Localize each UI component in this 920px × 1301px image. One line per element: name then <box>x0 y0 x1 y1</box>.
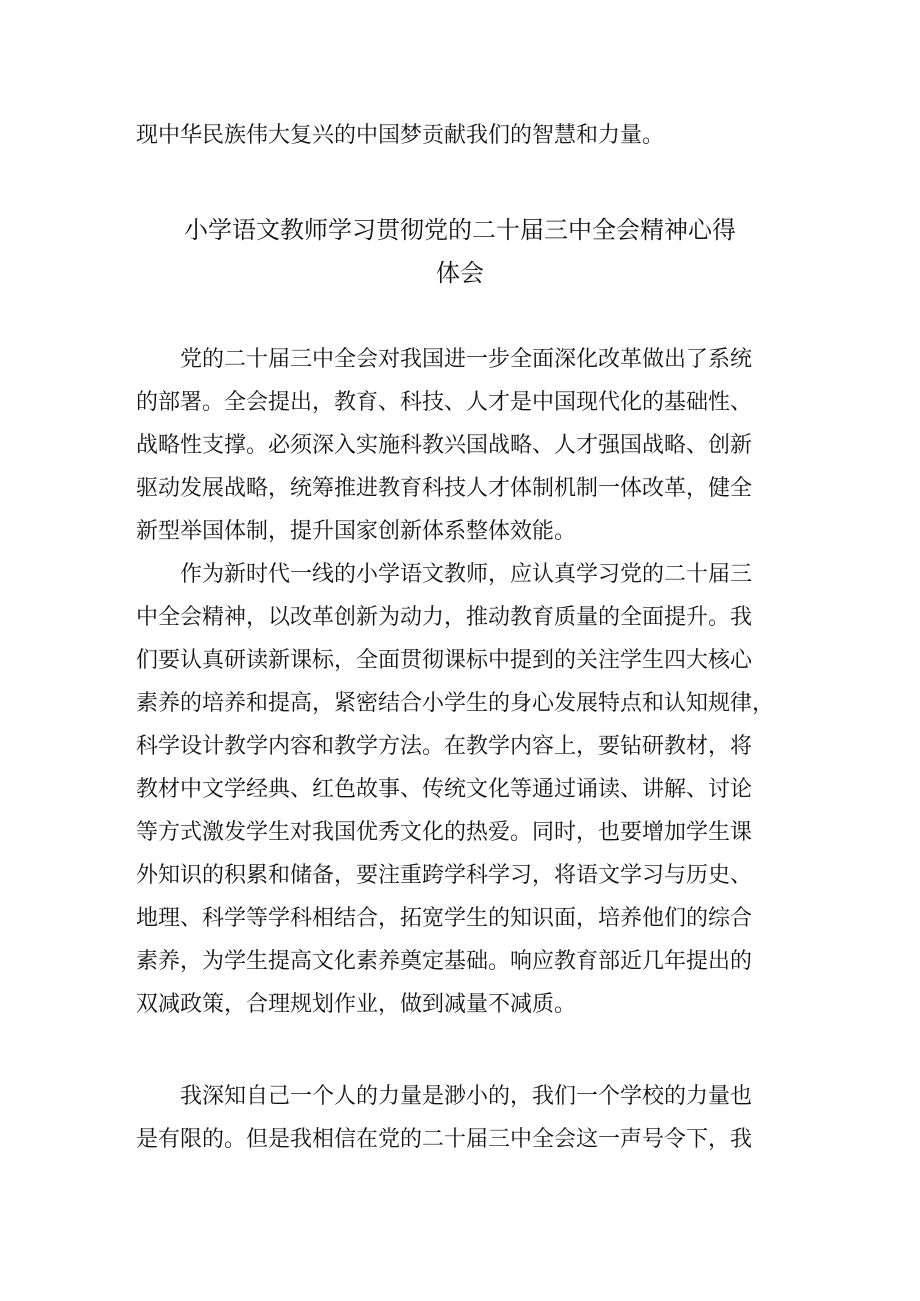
document-title-line-2: 体会 <box>436 259 484 287</box>
text-line: 们要认真研读新课标，全面贯彻课标中提到的关注学生四大核心 <box>136 648 753 673</box>
text-line: 的部署。全会提出，教育、科技、人才是中国现代化的基础性、 <box>136 390 753 415</box>
text-line: 素养，为学生提高文化素养奠定基础。响应教育部近几年提出的 <box>136 949 753 974</box>
text-line: 地理、科学等学科相结合，拓宽学生的知识面，培养他们的综合 <box>136 906 753 931</box>
text-line: 科学设计教学内容和教学方法。在教学内容上，要钻研教材，将 <box>136 734 753 759</box>
text-line: 中全会精神，以改革创新为动力，推动教育质量的全面提升。我 <box>136 605 753 630</box>
text-line: 外知识的积累和储备，要注重跨学科学习，将语文学习与历史、 <box>136 863 753 888</box>
text-line: 双减政策，合理规划作业，做到减量不减质。 <box>136 992 577 1017</box>
text-line: 驱动发展战略，统筹推进教育科技人才体制机制一体改革，健全 <box>136 476 753 501</box>
document-title-line-1: 小学语文教师学习贯彻党的二十届三中全会精神心得 <box>184 216 736 244</box>
text-line: 作为新时代一线的小学语文教师，应认真学习党的二十届三 <box>180 562 753 587</box>
text-line: 新型举国体制，提升国家创新体系整体效能。 <box>136 519 577 544</box>
text-line: 等方式激发学生对我国优秀文化的热爱。同时，也要增加学生课 <box>136 820 753 845</box>
text-line: 党的二十届三中全会对我国进一步全面深化改革做出了系统 <box>180 347 753 372</box>
text-line: 素养的培养和提高，紧密结合小学生的身心发展特点和认知规律， <box>136 691 775 716</box>
text-line: 战略性支撑。必须深入实施科教兴国战略、人才强国战略、创新 <box>136 433 753 458</box>
text-line: 是有限的。但是我相信在党的二十届三中全会这一声号令下，我 <box>136 1127 753 1152</box>
continuation-text-line: 现中华民族伟大复兴的中国梦贡献我们的智慧和力量。 <box>136 123 665 148</box>
text-line: 我深知自己一个人的力量是渺小的，我们一个学校的力量也 <box>180 1084 753 1109</box>
text-line: 教材中文学经典、红色故事、传统文化等通过诵读、讲解、讨论 <box>136 777 753 802</box>
